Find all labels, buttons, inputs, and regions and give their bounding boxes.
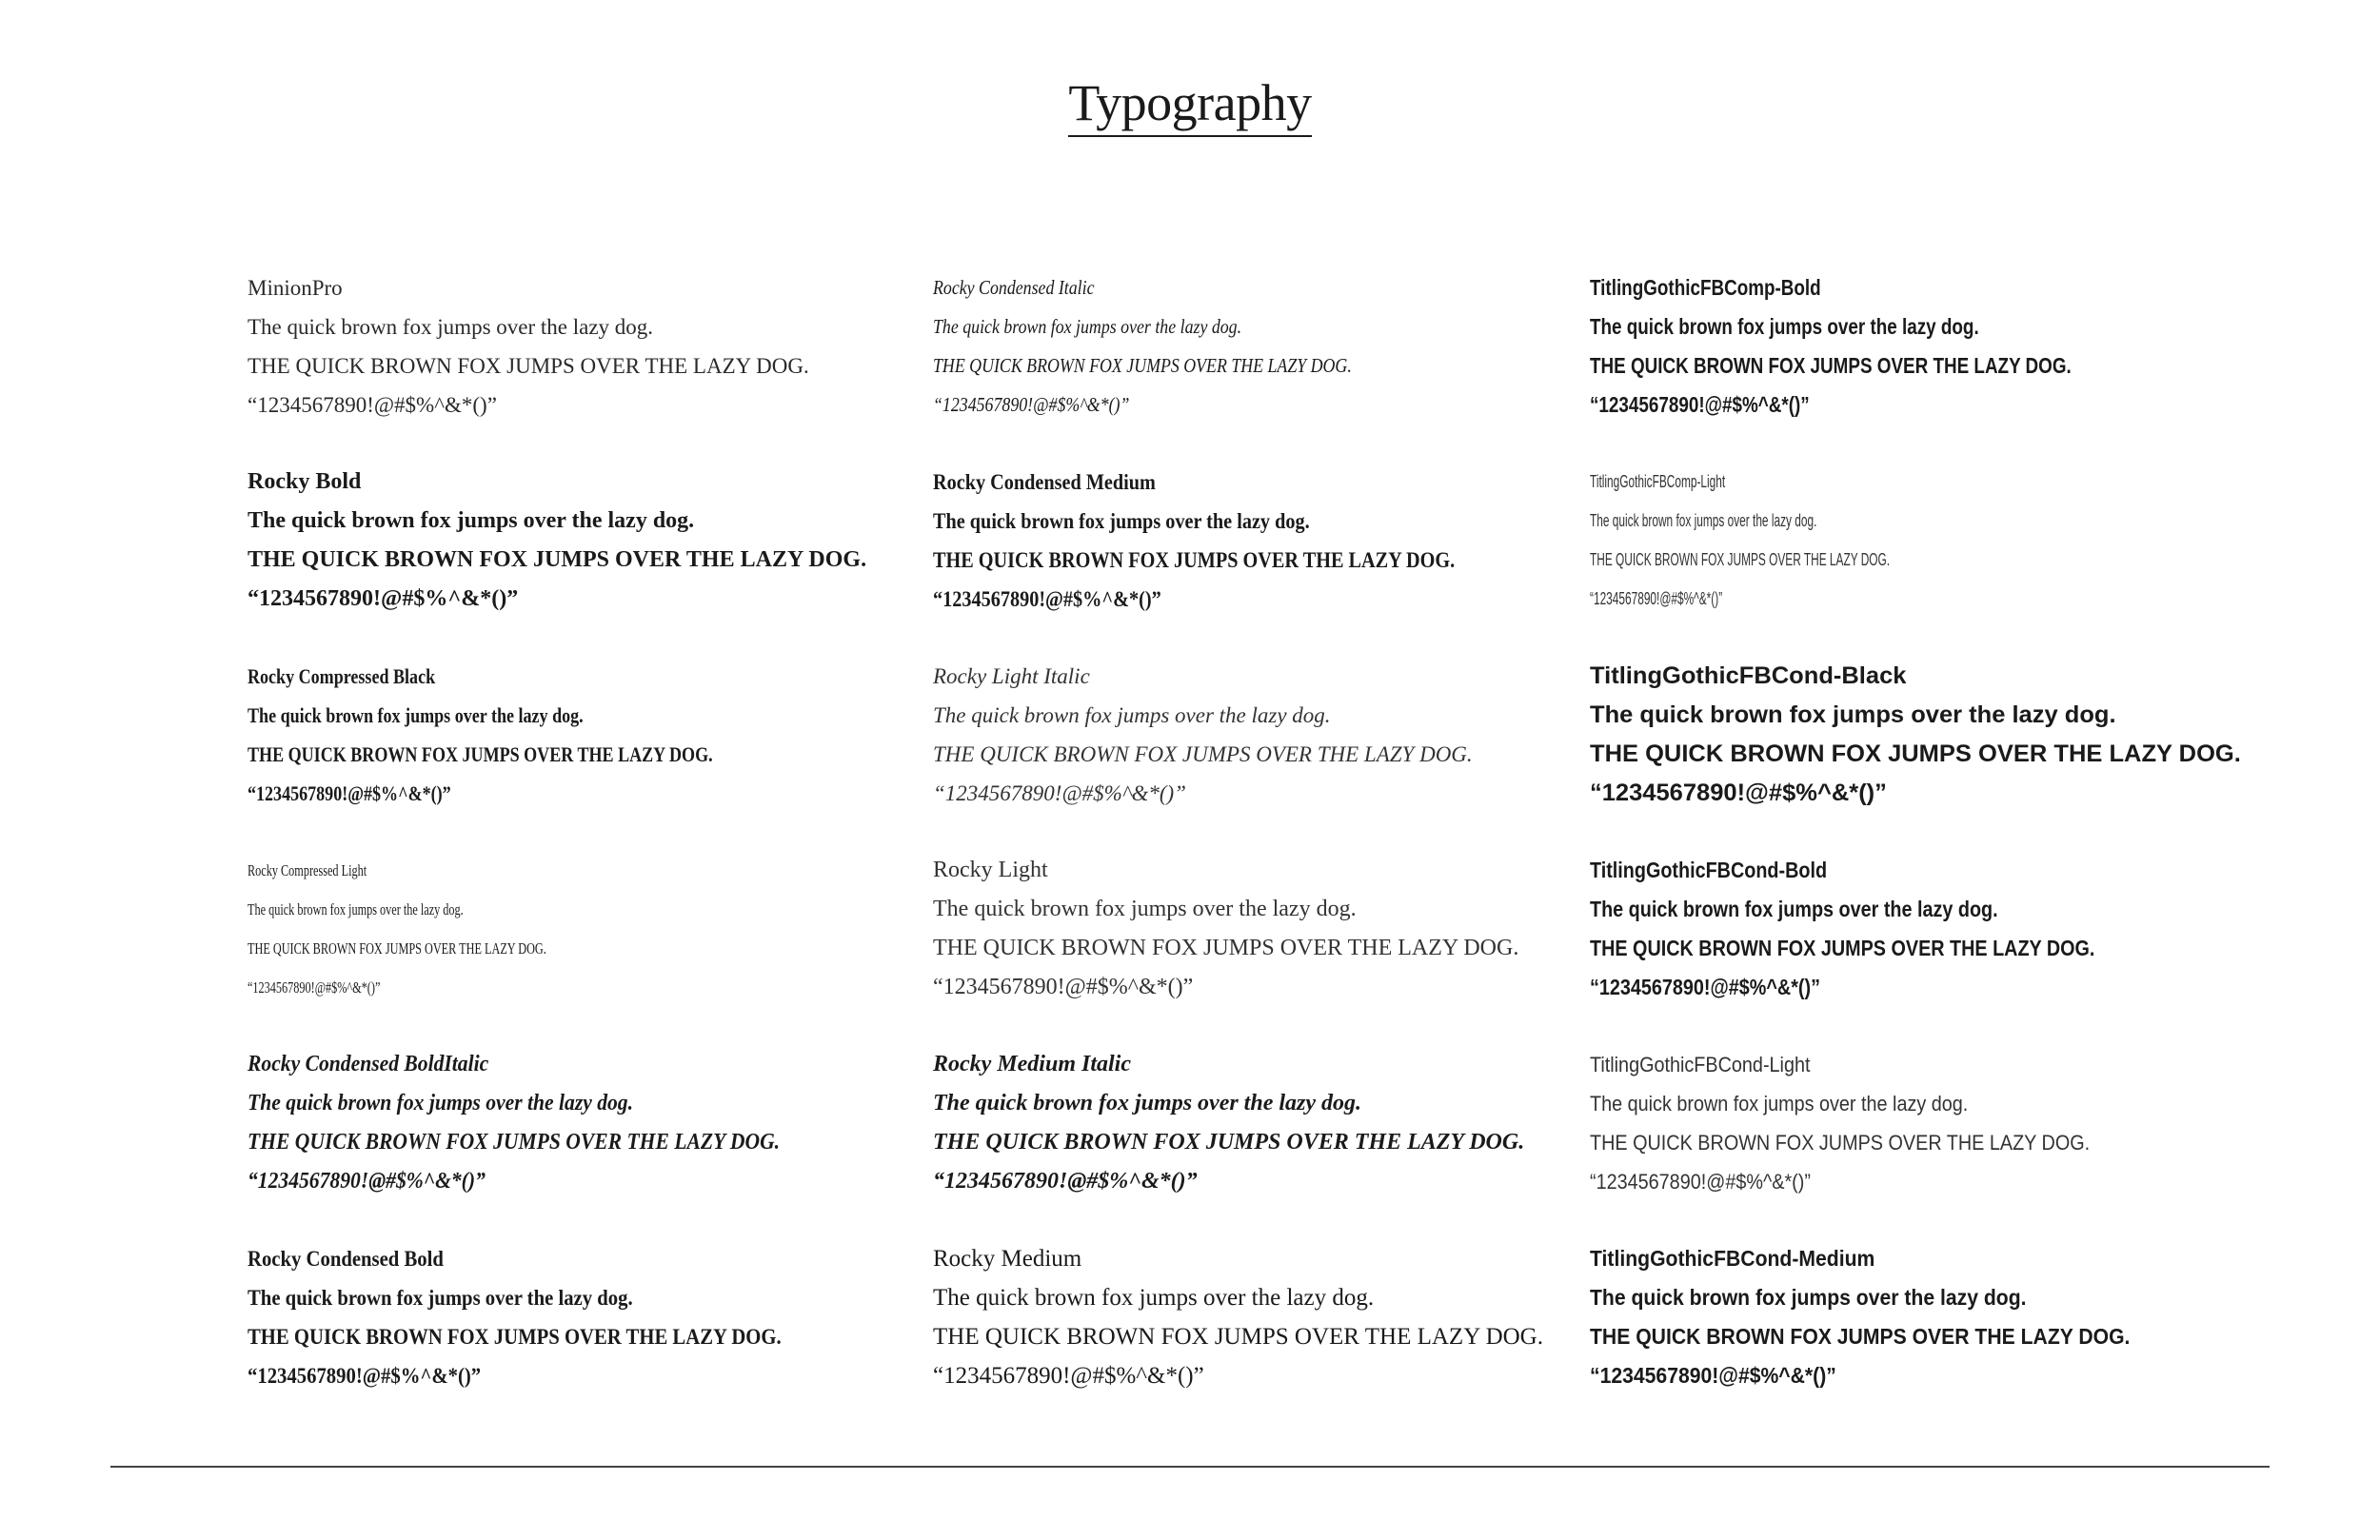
character-set: “1234567890!@#$%^&*()” xyxy=(933,975,1194,999)
character-set: “1234567890!@#$%^&*()” xyxy=(933,587,1161,611)
pangram: The quick brown fox jumps over the lazy dog. xyxy=(1590,701,2116,728)
font-specimen-rocky-medium-italic xyxy=(933,1045,1656,1239)
font-name: Rocky Condensed Medium xyxy=(933,470,1156,494)
pangram-uppercase: THE QUICK BROWN FOX JUMPS OVER THE LAZY DOG. xyxy=(933,742,1473,766)
pangram-uppercase: THE QUICK BROWN FOX JUMPS OVER THE LAZY DOG. xyxy=(933,548,1456,572)
page-title xyxy=(0,72,2380,137)
pangram-uppercase: THE QUICK BROWN FOX JUMPS OVER THE LAZY DOG. xyxy=(933,1324,1543,1350)
font-name: Rocky Condensed Bold xyxy=(248,1247,444,1271)
font-name: Rocky Condensed BoldItalic xyxy=(248,1052,489,1076)
character-set: “1234567890!@#$%^&*()” xyxy=(1590,1170,1811,1194)
font-specimen-rocky-light-italic xyxy=(933,657,1656,851)
pangram: The quick brown fox jumps over the lazy dog. xyxy=(933,315,1242,338)
pangram: The quick brown fox jumps over the lazy dog. xyxy=(933,897,1357,921)
font-specimen-titlinggothic-cond-black xyxy=(1590,657,2313,851)
font-specimen-titlinggothic-cond-medium xyxy=(1590,1239,2313,1433)
font-name: Rocky Compressed Black xyxy=(248,664,436,688)
pangram: The quick brown fox jumps over the lazy dog. xyxy=(933,509,1310,533)
character-set: “1234567890!@#$%^&*()” xyxy=(248,978,381,997)
pangram-uppercase: THE QUICK BROWN FOX JUMPS OVER THE LAZY DOG. xyxy=(1590,740,2241,767)
pangram-uppercase: THE QUICK BROWN FOX JUMPS OVER THE LAZY DOG. xyxy=(933,936,1519,960)
font-specimen-titlinggothic-comp-bold xyxy=(1590,268,2313,463)
font-specimen-rocky-condensed-bolditalic xyxy=(248,1045,971,1239)
pangram-uppercase: THE QUICK BROWN FOX JUMPS OVER THE LAZY DOG. xyxy=(248,742,713,766)
font-specimen-titlinggothic-comp-light xyxy=(1590,463,2313,657)
character-set: “1234567890!@#$%^&*()” xyxy=(248,393,497,417)
font-specimen-rocky-medium xyxy=(933,1239,1656,1433)
pangram: The quick brown fox jumps over the lazy dog. xyxy=(1590,897,1998,921)
font-name: Rocky Bold xyxy=(248,469,362,494)
font-specimen-titlinggothic-cond-bold xyxy=(1590,851,2313,1045)
font-name: TitlingGothicFBCond-Bold xyxy=(1590,858,1828,882)
pangram-uppercase: THE QUICK BROWN FOX JUMPS OVER THE LAZY DOG. xyxy=(1590,1131,2091,1155)
character-set: “1234567890!@#$%^&*()” xyxy=(1590,392,1810,417)
font-name: TitlingGothicFBCond-Medium xyxy=(1590,1246,1875,1271)
font-name: TitlingGothicFBComp-Bold xyxy=(1590,275,1821,300)
pangram: The quick brown fox jumps over the lazy dog. xyxy=(1590,1092,1969,1116)
font-name: Rocky Medium xyxy=(933,1246,1082,1272)
pangram: The quick brown fox jumps over the lazy dog. xyxy=(248,508,695,533)
font-name: Rocky Medium Italic xyxy=(933,1052,1131,1076)
pangram: The quick brown fox jumps over the lazy dog. xyxy=(248,315,654,339)
character-set: “1234567890!@#$%^&*()” xyxy=(1590,975,1820,999)
pangram: The quick brown fox jumps over the lazy dog. xyxy=(248,1091,634,1116)
pangram: The quick brown fox jumps over the lazy dog. xyxy=(248,1286,633,1310)
pangram-uppercase: THE QUICK BROWN FOX JUMPS OVER THE LAZY DOG. xyxy=(1590,936,2095,960)
pangram: The quick brown fox jumps over the lazy dog. xyxy=(933,1091,1362,1116)
font-name: Rocky Light Italic xyxy=(933,664,1090,688)
pangram: The quick brown fox jumps over the lazy dog. xyxy=(933,703,1331,727)
page-title-text: Typography xyxy=(1068,72,1311,137)
font-name: MinionPro xyxy=(248,276,343,300)
font-column-1 xyxy=(248,268,971,1433)
font-specimen-rocky-bold xyxy=(248,463,971,657)
pangram-uppercase: THE QUICK BROWN FOX JUMPS OVER THE LAZY DOG. xyxy=(248,1325,782,1349)
character-set: “1234567890!@#$%^&*()” xyxy=(933,781,1186,805)
pangram-uppercase: THE QUICK BROWN FOX JUMPS OVER THE LAZY DOG. xyxy=(1590,353,2072,378)
character-set: “1234567890!@#$%^&*()” xyxy=(248,1364,482,1388)
pangram: The quick brown fox jumps over the lazy dog. xyxy=(1590,1285,2027,1310)
font-name: TitlingGothicFBComp-Light xyxy=(1590,472,1726,491)
font-name: Rocky Condensed Italic xyxy=(933,276,1095,299)
footer-divider xyxy=(110,1466,2270,1468)
font-specimen-minionpro xyxy=(248,268,971,463)
character-set: “1234567890!@#$%^&*()” xyxy=(933,1169,1198,1194)
pangram-uppercase: THE QUICK BROWN FOX JUMPS OVER THE LAZY DOG. xyxy=(248,547,867,572)
pangram-uppercase: THE QUICK BROWN FOX JUMPS OVER THE LAZY DOG. xyxy=(933,354,1352,377)
character-set: “1234567890!@#$%^&*()” xyxy=(933,1363,1204,1389)
pangram-uppercase: THE QUICK BROWN FOX JUMPS OVER THE LAZY DOG. xyxy=(248,354,809,378)
font-name: TitlingGothicFBCond-Black xyxy=(1590,662,1907,689)
font-name: Rocky Compressed Light xyxy=(248,861,367,879)
font-specimen-rocky-condensed-bold xyxy=(248,1239,971,1433)
pangram-uppercase: THE QUICK BROWN FOX JUMPS OVER THE LAZY DOG. xyxy=(1590,550,1891,569)
pangram-uppercase: THE QUICK BROWN FOX JUMPS OVER THE LAZY DOG. xyxy=(248,1130,781,1155)
font-specimen-rocky-compressed-light xyxy=(248,851,971,1045)
font-column-3 xyxy=(1590,268,2313,1433)
character-set: “1234567890!@#$%^&*()” xyxy=(248,1169,486,1194)
font-specimen-titlinggothic-cond-light xyxy=(1590,1045,2313,1239)
pangram: The quick brown fox jumps over the lazy dog. xyxy=(1590,314,1979,339)
character-set: “1234567890!@#$%^&*()” xyxy=(248,586,519,611)
font-column-2 xyxy=(933,268,1656,1433)
font-specimen-rocky-condensed-medium xyxy=(933,463,1656,657)
font-specimen-rocky-compressed-black xyxy=(248,657,971,851)
pangram-uppercase: THE QUICK BROWN FOX JUMPS OVER THE LAZY DOG. xyxy=(248,939,546,958)
font-specimen-rocky-light xyxy=(933,851,1656,1045)
character-set: “1234567890!@#$%^&*()” xyxy=(1590,1363,1836,1388)
character-set: “1234567890!@#$%^&*()” xyxy=(248,781,451,805)
character-set: “1234567890!@#$%^&*()” xyxy=(1590,780,1887,806)
pangram: The quick brown fox jumps over the lazy dog. xyxy=(933,1285,1375,1311)
character-set: “1234567890!@#$%^&*()” xyxy=(1590,589,1723,608)
font-name: TitlingGothicFBCond-Light xyxy=(1590,1053,1811,1076)
pangram-uppercase: THE QUICK BROWN FOX JUMPS OVER THE LAZY DOG. xyxy=(1590,1324,2131,1349)
font-specimen-rocky-condensed-italic xyxy=(933,268,1656,463)
pangram: The quick brown fox jumps over the lazy dog. xyxy=(1590,511,1817,530)
font-name: Rocky Light xyxy=(933,858,1048,882)
pangram-uppercase: THE QUICK BROWN FOX JUMPS OVER THE LAZY DOG. xyxy=(933,1130,1525,1155)
pangram: The quick brown fox jumps over the lazy dog. xyxy=(248,703,584,727)
character-set: “1234567890!@#$%^&*()” xyxy=(933,393,1130,416)
pangram: The quick brown fox jumps over the lazy dog. xyxy=(248,900,464,918)
